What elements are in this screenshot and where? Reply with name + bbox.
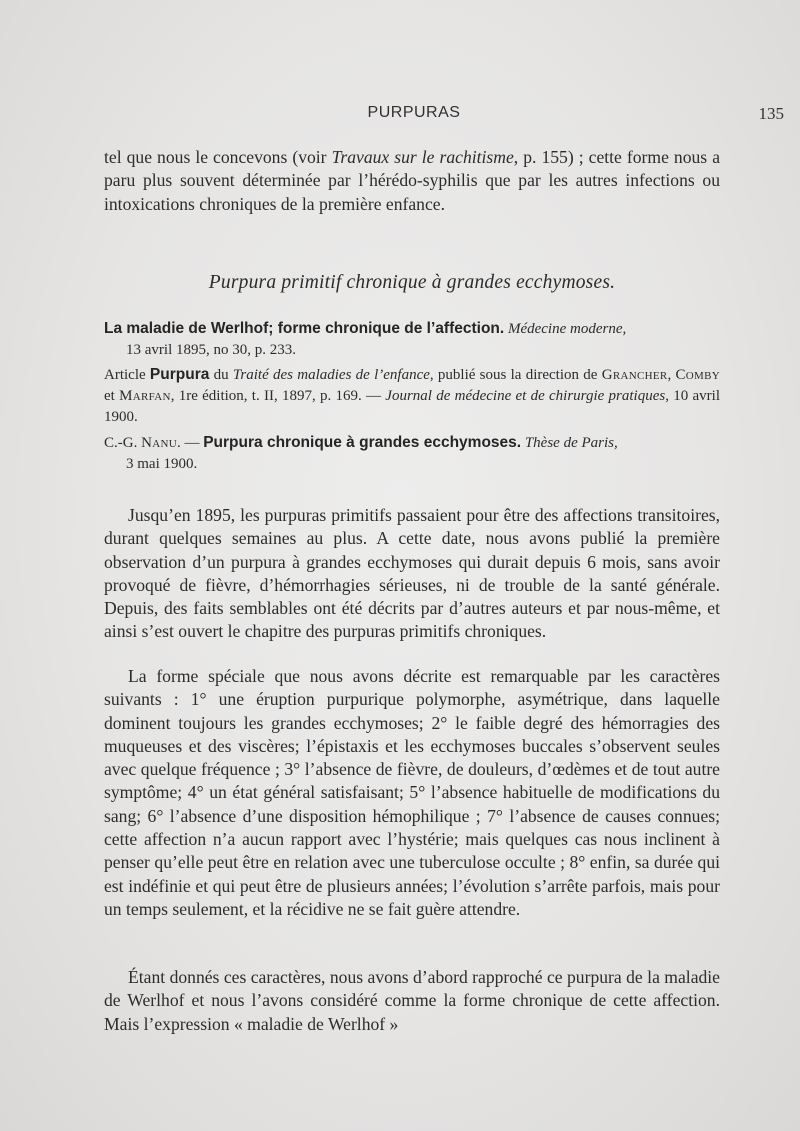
page-number: 135 xyxy=(758,104,784,123)
bib2-author2: Comby xyxy=(675,367,721,383)
bibliography-entry xyxy=(104,318,720,361)
bib3-initials: C.-G. xyxy=(104,435,142,451)
bib3-title: Purpura chronique à grandes ecchymoses. xyxy=(203,434,522,451)
bib2-prefix: Article xyxy=(104,367,146,383)
bib1-title: La maladie de Werlhof; forme chronique de l’affection. xyxy=(104,320,505,337)
bib2-sep2: et xyxy=(104,388,120,404)
body-paragraph: Jusqu’en 1895, les purpuras primitifs passaient pour être des affections transitoires, durant quelques semaines au plus. A cette date, nous avons publié la première observation d’un purpura à grandes ecchymoses qui durait depuis 6 mois, sans avoir provoqué de fièvre, d’hémorrhagies sérieuses, ni de trouble de la santé générale. Depuis, des faits semblables ont été décrits par d’autres auteurs et par nous-même, et ainsi s’est ouvert le chapitre des purpuras primitifs chroniques. xyxy=(104,505,720,642)
bib1-journal: Médecine moderne, xyxy=(507,321,627,337)
intro-text-before: tel que nous le concevons (voir xyxy=(104,147,332,167)
section-title: Purpura primitif chronique à grandes ecchymoses. xyxy=(208,272,616,293)
body-paragraph: Étant donnés ces caractères, nous avons d’abord rapproché ce purpura de la maladie de Werlhof et nous l’avons considéré comme la forme chronique de cette affection. Mais l’expression « maladie de Werlhof » xyxy=(104,967,720,1034)
bib2-end: , 10 avril 1900. xyxy=(104,388,720,425)
bibliography-entry xyxy=(104,432,720,475)
bib2-mid2: , publié sous la direction de xyxy=(429,367,602,383)
intro-text-after: , p. 155) ; cette forme nous a paru plus souvent déterminée par l’hérédo-syphilis que par les autres infections ou intoxications chroniques de la première enfance. xyxy=(104,147,720,214)
bib2-author3: Marfan xyxy=(119,388,171,404)
bib3-author: Nanu xyxy=(141,435,177,451)
bib2-mid3: , 1re édition, t. II, 1897, p. 169. — xyxy=(170,388,386,404)
intro-paragraph xyxy=(104,146,720,216)
intro-cited-work: Travaux sur le rachitisme xyxy=(331,147,514,167)
bib2-journal: Journal de médecine et de chirurgie pratiques xyxy=(385,388,666,404)
page-header xyxy=(104,104,784,130)
bib3-dash: . — xyxy=(176,435,204,451)
bib2-mid1: du xyxy=(209,367,233,383)
running-head: PURPURAS xyxy=(367,104,461,121)
bib3-details: 3 mai 1900. xyxy=(126,456,198,472)
bib2-author1: Grancher xyxy=(601,367,668,383)
body-paragraph: La forme spéciale que nous avons décrite est remarquable par les caractères suivants : 1° une éruption purpurique polymorphe, asymétrique, dans laquelle dominent toujours les grandes ecchymoses; 2° le faible degré des hémorragies des muqueuses et des viscères; l’épistaxis et les ecchymoses buccales s’observent seules avec quelque fréquence ; 3° l’absence de fièvre, de douleurs, d’œdèmes et de tout autre symptôme; 4° un état général satisfaisant; 5° l’absence habituelle de modifications du sang; 6° l’absence d’une disposition hémophilique ; 7° l’absence de causes connues; cette affection n’a aucun rapport avec l’hystérie; mais quelques cas nous inclinent à penser qu’elle peut être en relation avec une tuberculose occulte ; 8° enfin, sa durée qui est indéfinie et qui peut être de plusieurs années; l’évolution s’arrête parfois, mais pour un temps seulement, et la récidive ne se fait guère attendre. xyxy=(104,666,720,919)
bib2-bold-title: Purpura xyxy=(149,366,210,383)
bibliography-entry xyxy=(104,364,720,428)
bib2-sep1: , xyxy=(667,367,676,383)
bib3-thesis: Thèse de Paris, xyxy=(521,435,618,451)
bib1-details: 13 avril 1895, no 30, p. 233. xyxy=(126,342,296,358)
bib2-book-title: Traité des maladies de l’enfance xyxy=(232,367,430,383)
